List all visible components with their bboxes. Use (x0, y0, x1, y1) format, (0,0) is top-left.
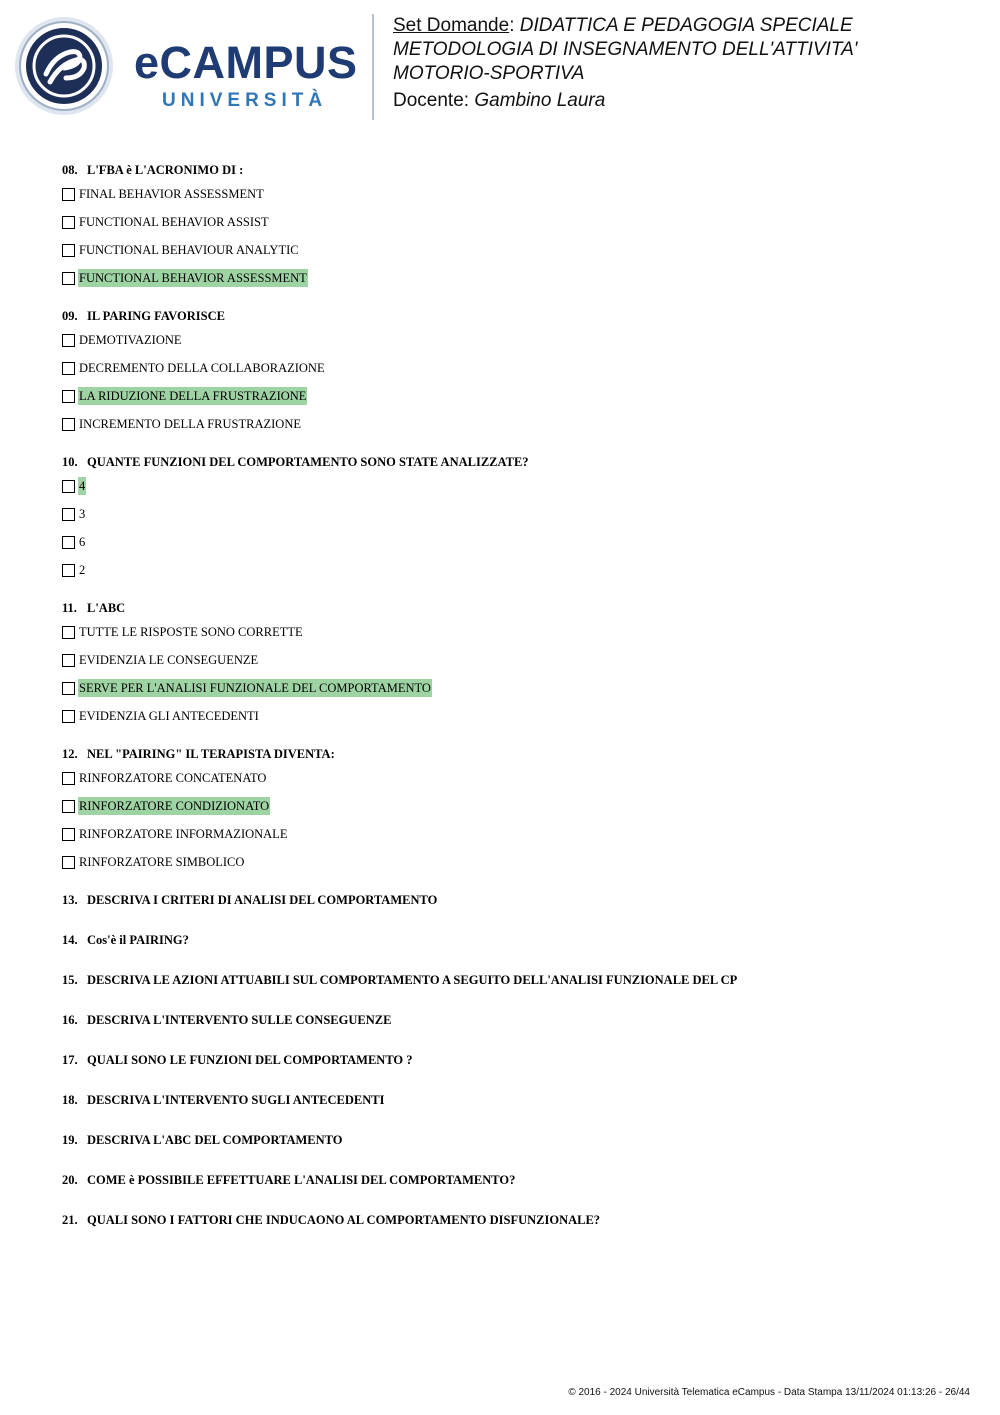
header-divider (372, 14, 374, 120)
answer-option-correct[interactable]: LA RIDUZIONE DELLA FRUSTRAZIONE (62, 382, 962, 410)
question-18 (62, 1090, 962, 1130)
answer-checkbox[interactable] (62, 772, 75, 785)
question-title: 17. QUALI SONO LE FUNZIONI DEL COMPORTAMENTO ? (62, 1053, 413, 1067)
answer-option[interactable]: FUNCTIONAL BEHAVIOR ASSIST (62, 208, 962, 236)
answer-option[interactable]: EVIDENZIA GLI ANTECEDENTI (62, 702, 962, 730)
teacher-name: Gambino Laura (474, 90, 606, 111)
question-title: 08. L'FBA è L'ACRONIMO DI : (62, 163, 244, 177)
teacher-line: Docente: Gambino Laura (393, 90, 606, 111)
question-title: 18. DESCRIVA L'INTERVENTO SUGLI ANTECEDENTI (62, 1093, 385, 1107)
page-footer: © 2016 - 2024 Università Telematica eCampus - Data Stampa 13/11/2024 01:13:26 - 26/44 (568, 1387, 970, 1398)
question-09 (62, 306, 962, 438)
question-21 (62, 1210, 962, 1250)
question-17 (62, 1050, 962, 1090)
answer-checkbox[interactable] (62, 800, 75, 813)
question-15 (62, 970, 962, 1010)
answer-option-correct[interactable]: SERVE PER L'ANALISI FUNZIONALE DEL COMPORTAMENTO (62, 674, 962, 702)
ecampus-logo (14, 16, 364, 116)
logo-subtitle: UNIVERSITÀ (162, 90, 328, 111)
answer-option-correct[interactable]: FUNCTIONAL BEHAVIOR ASSESSMENT (62, 264, 962, 292)
answer-checkbox[interactable] (62, 654, 75, 667)
answer-checkbox[interactable] (62, 710, 75, 723)
ecampus-emblem-icon (14, 16, 114, 116)
question-12 (62, 744, 962, 876)
answer-option[interactable]: RINFORZATORE INFORMAZIONALE (62, 820, 962, 848)
answer-checkbox[interactable] (62, 188, 75, 201)
answer-option-correct[interactable]: 4 (62, 472, 962, 500)
course-line-2: MOTORIO-SPORTIVA (393, 63, 585, 84)
question-16 (62, 1010, 962, 1050)
answer-checkbox[interactable] (62, 216, 75, 229)
course-line-1: METODOLOGIA DI INSEGNAMENTO DELL'ATTIVITA' (393, 39, 858, 60)
teacher-label: Docente (393, 90, 464, 111)
answer-option[interactable]: 6 (62, 528, 962, 556)
question-title: 11. L'ABC (62, 601, 126, 615)
answer-checkbox[interactable] (62, 626, 75, 639)
answer-checkbox[interactable] (62, 508, 75, 521)
answer-checkbox[interactable] (62, 480, 75, 493)
question-title: 16. DESCRIVA L'INTERVENTO SULLE CONSEGUENZE (62, 1013, 392, 1027)
answer-option[interactable]: 3 (62, 500, 962, 528)
answer-option[interactable]: 2 (62, 556, 962, 584)
answer-option[interactable]: FINAL BEHAVIOR ASSESSMENT (62, 180, 962, 208)
question-title: 09. IL PARING FAVORISCE (62, 309, 225, 323)
answer-option[interactable]: INCREMENTO DELLA FRUSTRAZIONE (62, 410, 962, 438)
answer-checkbox[interactable] (62, 856, 75, 869)
answer-checkbox[interactable] (62, 564, 75, 577)
question-13 (62, 890, 962, 930)
answer-checkbox[interactable] (62, 334, 75, 347)
answer-checkbox[interactable] (62, 828, 75, 841)
question-20 (62, 1170, 962, 1210)
answer-checkbox[interactable] (62, 418, 75, 431)
question-title: 21. QUALI SONO I FATTORI CHE INDUCAONO AL COMPORTAMENTO DISFUNZIONALE? (62, 1213, 601, 1227)
set-label: Set Domande (393, 15, 510, 36)
answer-option[interactable]: FUNCTIONAL BEHAVIOUR ANALYTIC (62, 236, 962, 264)
question-11 (62, 598, 962, 730)
set-line: Set Domande: DIDATTICA E PEDAGOGIA SPECIALE (393, 15, 853, 36)
question-title: 19. DESCRIVA L'ABC DEL COMPORTAMENTO (62, 1133, 343, 1147)
answer-option[interactable]: EVIDENZIA LE CONSEGUENZE (62, 646, 962, 674)
set-value: DIDATTICA E PEDAGOGIA SPECIALE (519, 15, 853, 36)
question-title: 14. Cos'è il PAIRING? (62, 933, 189, 947)
answer-checkbox[interactable] (62, 244, 75, 257)
question-title: 20. COME è POSSIBILE EFFETTUARE L'ANALISI DEL COMPORTAMENTO? (62, 1173, 516, 1187)
question-title: 13. DESCRIVA I CRITERI DI ANALISI DEL COMPORTAMENTO (62, 893, 438, 907)
question-08 (62, 160, 962, 292)
question-19 (62, 1130, 962, 1170)
answer-checkbox[interactable] (62, 682, 75, 695)
question-title: 12. NEL "PAIRING" IL TERAPISTA DIVENTA: (62, 747, 335, 761)
header-info (393, 14, 983, 113)
answer-checkbox[interactable] (62, 390, 75, 403)
answer-checkbox[interactable] (62, 362, 75, 375)
answer-checkbox[interactable] (62, 272, 75, 285)
question-title: 15. DESCRIVA LE AZIONI ATTUABILI SUL COMPORTAMENTO A SEGUITO DELL'ANALISI FUNZIONALE DEL CP (62, 973, 738, 987)
answer-checkbox[interactable] (62, 536, 75, 549)
answer-option[interactable]: TUTTE LE RISPOSTE SONO CORRETTE (62, 618, 962, 646)
answer-option[interactable]: RINFORZATORE SIMBOLICO (62, 848, 962, 876)
answer-option[interactable]: DECREMENTO DELLA COLLABORAZIONE (62, 354, 962, 382)
answer-option[interactable]: RINFORZATORE CONCATENATO (62, 764, 962, 792)
answer-option[interactable]: DEMOTIVAZIONE (62, 326, 962, 354)
question-list (62, 160, 962, 1250)
answer-option-correct[interactable]: RINFORZATORE CONDIZIONATO (62, 792, 962, 820)
question-14 (62, 930, 962, 970)
logo-wordmark: eCAMPUS (134, 37, 358, 88)
question-10 (62, 452, 962, 584)
question-title: 10. QUANTE FUNZIONI DEL COMPORTAMENTO SONO STATE ANALIZZATE? (62, 455, 529, 469)
